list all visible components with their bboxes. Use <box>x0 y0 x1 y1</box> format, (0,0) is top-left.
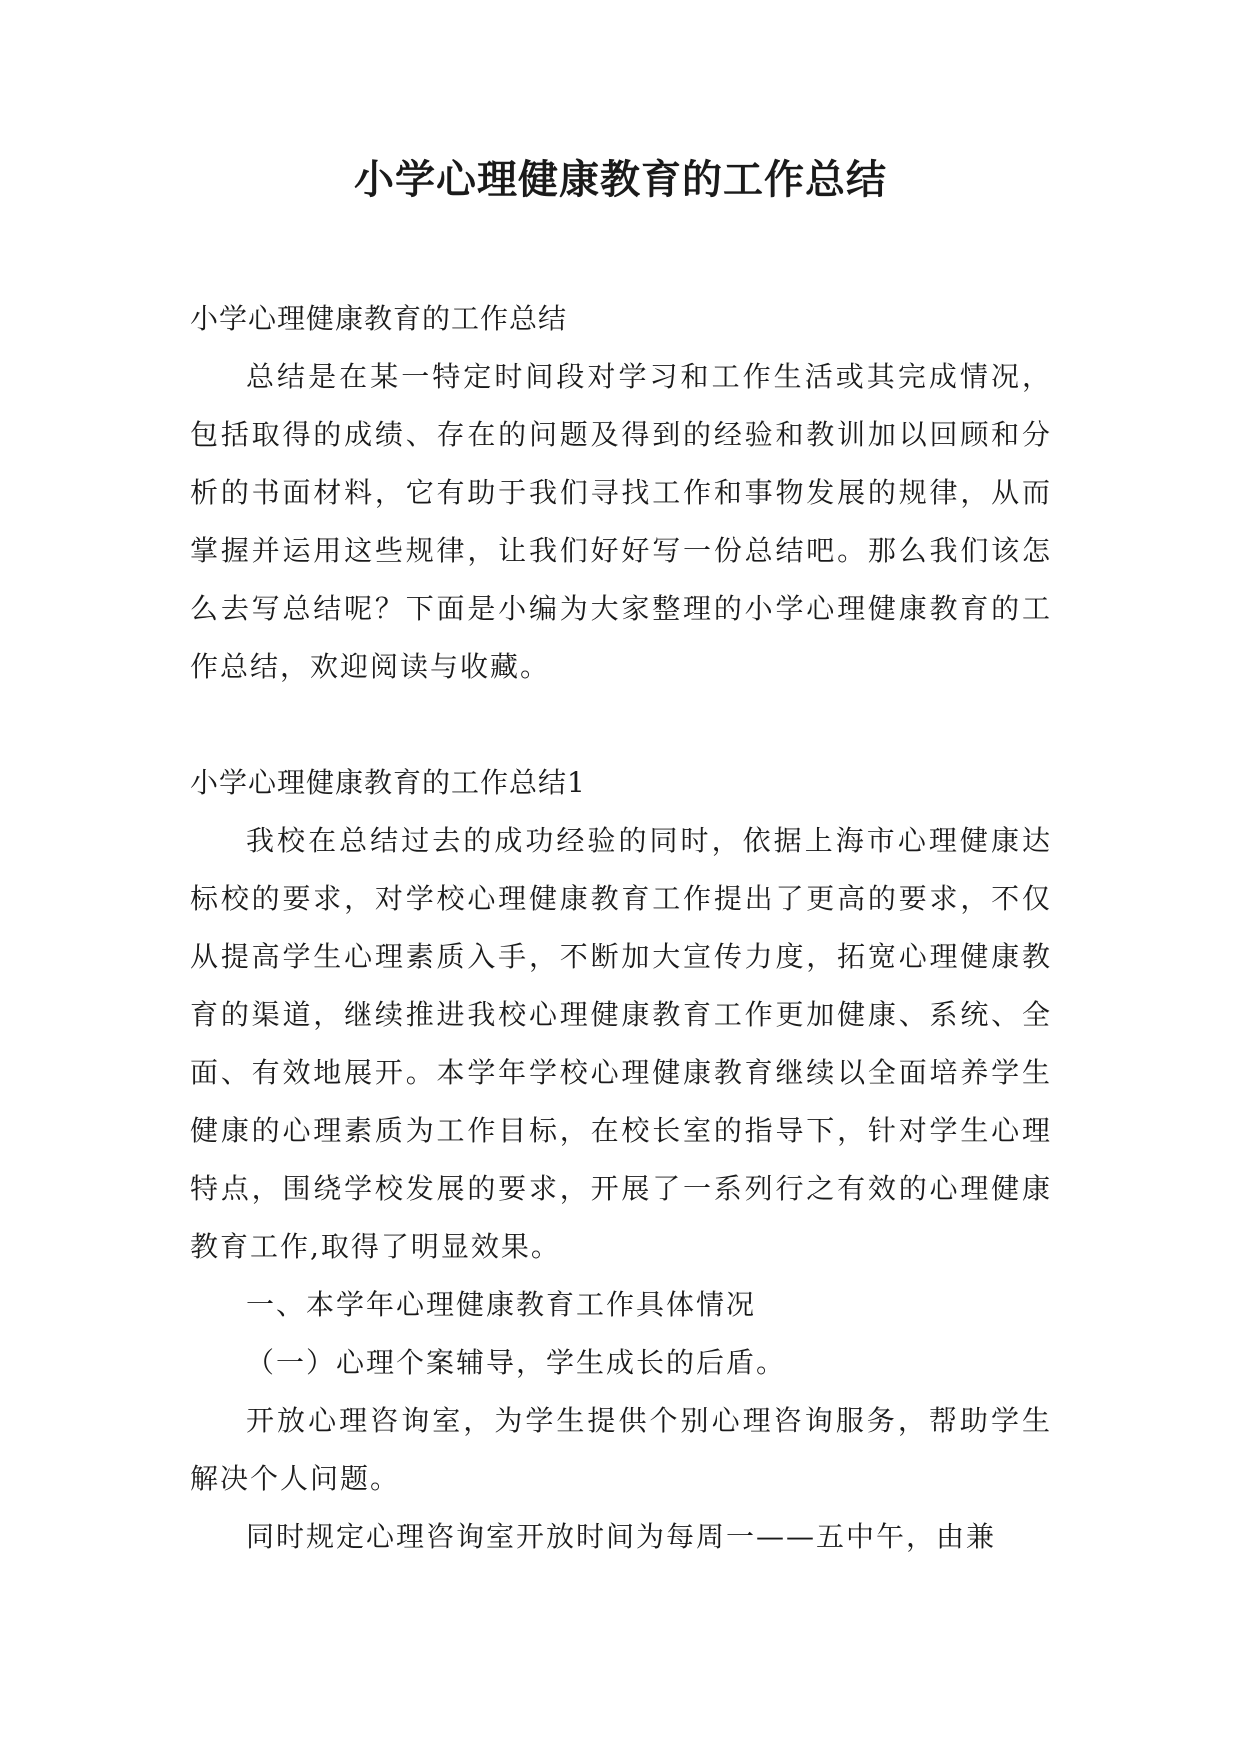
section1-heading: 小学心理健康教育的工作总结1 <box>190 766 586 799</box>
intro-paragraph: 总结是在某一特定时间段对学习和工作生活或其完成情况，包括取得的成绩、存在的问题及得到的经验和教训加以回顾和分析的书面材料，它有助于我们寻找工作和事物发展的规律，从而掌握并运用这些规律，让我们好好写一份总结吧。那么我们该怎么去写总结呢？下面是小编为大家整理的小学心理健康教育的工作总结，欢迎阅读与收藏。 <box>190 360 1052 683</box>
section-spacer <box>190 696 1052 754</box>
item-1-1-heading: （一）心理个案辅导，学生成长的后盾。 <box>246 1346 787 1379</box>
item-1-heading: 一、本学年心理健康教育工作具体情况 <box>246 1288 757 1321</box>
item-1-1-paragraph-2: 同时规定心理咨询室开放时间为每周一——五中午，由兼 <box>246 1520 997 1553</box>
section1-paragraph: 我校在总结过去的成功经验的同时，依据上海市心理健康达标校的要求，对学校心理健康教育工作提出了更高的要求，不仅从提高学生心理素质入手，不断加大宣传力度，拓宽心理健康教育的渠道，继续推进我校心理健康教育工作更加健康、系统、全面、有效地展开。本学年学校心理健康教育继续以全面培养学生健康的心理素质为工作目标，在校长室的指导下，针对学生心理特点，围绕学校发展的要求，开展了一系列行之有效的心理健康教育工作,取得了明显效果。 <box>190 824 1052 1263</box>
document-body <box>190 290 1052 1566</box>
intro-heading: 小学心理健康教育的工作总结 <box>190 302 568 335</box>
item-1-1-paragraph-1: 开放心理咨询室，为学生提供个别心理咨询服务，帮助学生解决个人问题。 <box>190 1404 1052 1495</box>
document-title: 小学心理健康教育的工作总结 <box>354 156 887 203</box>
